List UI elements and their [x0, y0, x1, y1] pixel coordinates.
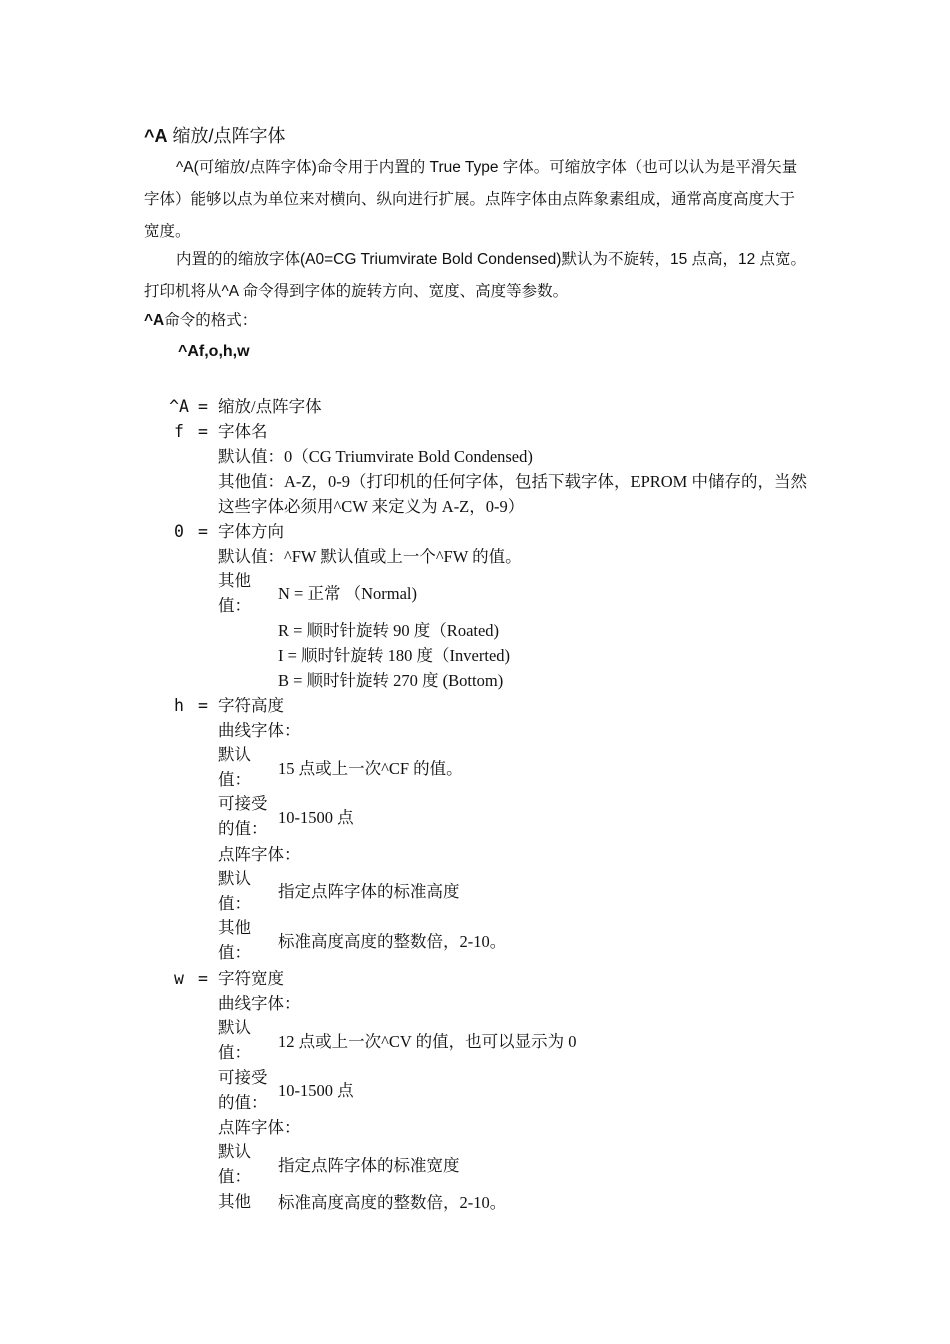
format-label-text: 命令的格式：	[164, 312, 258, 329]
param-key-A: ^A	[169, 397, 189, 416]
h-bitmap-heading: 点阵字体：	[218, 845, 301, 864]
h-accept-value: 10-1500 点	[278, 808, 354, 827]
f-default-value: 默认值：0（CG Triumvirate Bold Condensed)	[218, 447, 533, 466]
w-bitmap-default-value: 指定点阵字体的标准宽度	[278, 1156, 460, 1175]
intro-paragraph: ^A(可缩放/点阵字体)命令用于内置的 True Type 字体。可缩放字体（也可以认为是平滑矢量字体）能够以点为单位来对横向、纵向进行扩展。点阵字体由点阵象素组成，通常高度高度大于宽度。	[144, 159, 798, 240]
h-bitmap-default-value: 指定点阵字体的标准高度	[278, 882, 460, 901]
format-syntax: ^Af,o,h,w	[178, 343, 250, 360]
param-key-f: f	[174, 422, 184, 441]
equals-sign: =	[198, 397, 208, 416]
w-accept-label: 可接受 的值：	[218, 1068, 268, 1112]
orientation-option-N: N = 正常 （Normal)	[278, 584, 417, 603]
o-other-label: 其他 值：	[218, 571, 251, 615]
orientation-option-B: B = 顺时针旋转 270 度 (Bottom)	[278, 671, 504, 690]
w-bitmap-other-label: 其他	[218, 1192, 251, 1211]
section-title-text: 缩放/点阵字体	[172, 126, 286, 146]
equals-sign: =	[198, 969, 208, 988]
o-default-value: 默认值：^FW 默认值或上一个^FW 的值。	[218, 547, 522, 566]
orientation-option-I: I = 顺时针旋转 180 度（Inverted)	[278, 646, 511, 665]
param-desc-w: 字符宽度	[218, 969, 284, 988]
f-other-values: 其他值：A-Z，0-9（打印机的任何字体，包括下载字体，EPROM 中储存的，当然这些字体必须用^CW 来定义为 A-Z，0-9）	[218, 472, 807, 516]
w-accept-value: 10-1500 点	[278, 1081, 354, 1100]
w-default-value: 12 点或上一次^CV 的值，也可以显示为 0	[278, 1032, 577, 1051]
equals-sign: =	[198, 696, 208, 715]
param-desc-h: 字符高度	[218, 696, 284, 715]
equals-sign: =	[198, 422, 208, 441]
command-code: ^A	[144, 126, 168, 146]
param-key-h: h	[174, 696, 184, 715]
h-default-label: 默认 值：	[218, 745, 251, 789]
w-bitmap-heading: 点阵字体：	[218, 1118, 301, 1137]
h-accept-label: 可接受 的值：	[218, 794, 268, 838]
equals-sign: =	[198, 522, 208, 541]
param-desc-o: 字体方向	[218, 522, 284, 541]
h-bitmap-other-value: 标准高度高度的整数倍，2-10。	[278, 932, 507, 951]
section-title	[144, 122, 286, 148]
param-key-w: w	[174, 969, 184, 988]
w-bitmap-other-value: 标准高度高度的整数倍，2-10。	[278, 1193, 507, 1212]
h-scalable-heading: 曲线字体：	[218, 721, 301, 740]
default-font-paragraph: 内置的的缩放字体(A0=CG Triumvirate Bold Condensed)默认为不旋转，15 点高，12 点宽。打印机将从^A 命令得到字体的旋转方向、宽度、高度等参数。	[144, 251, 807, 300]
param-desc-A: 缩放/点阵字体	[218, 397, 322, 416]
format-command: ^A	[144, 312, 165, 329]
h-bitmap-default-label: 默认 值：	[218, 869, 251, 913]
w-bitmap-default-label: 默认 值：	[218, 1142, 251, 1186]
w-default-label: 默认 值：	[218, 1018, 251, 1062]
h-bitmap-other-label: 其他 值：	[218, 918, 251, 962]
param-desc-f: 字体名	[218, 422, 268, 441]
format-label	[144, 308, 257, 330]
param-key-o: 0	[174, 522, 184, 541]
h-default-value: 15 点或上一次^CF 的值。	[278, 759, 463, 778]
w-scalable-heading: 曲线字体：	[218, 994, 301, 1013]
orientation-option-R: R = 顺时针旋转 90 度（Roated)	[278, 621, 500, 640]
